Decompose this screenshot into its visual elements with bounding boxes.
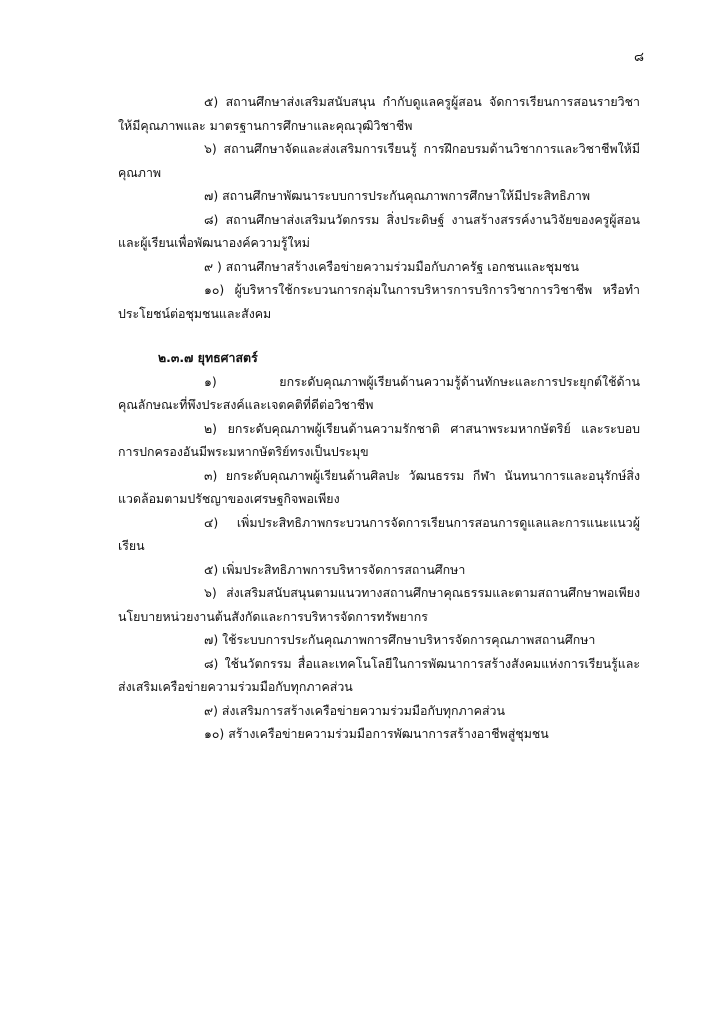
document-body [118, 90, 640, 746]
list-item: ๘) ใช้นวัตกรรม สื่อและเทคโนโลยีในการพัฒนาการสร้างสังคมแห่งการเรียนรู้และส่งเสริมเครือข่ายความร่วมมือกับทุกภาคส่วน [118, 655, 640, 694]
list-item: ๖) สถานศึกษาจัดและส่งเสริมการเรียนรู้ การฝึกอบรมด้านวิชาการและวิชาชีพให้มีคุณภาพ [118, 141, 640, 180]
list-item: ๘) สถานศึกษาส่งเสริมนวัตกรรม สิ่งประดิษฐ์ งานสร้างสรรค์งานวิจัยของครูผู้สอนและผู้เรียนเพื่อพัฒนาองค์ความรู้ใหม่ [118, 211, 640, 250]
page-number: ๘ [633, 50, 644, 65]
list-item: ๙ ) สถานศึกษาสร้างเครือข่ายความร่วมมือกับภาครัฐ เอกชนและชุมชน [204, 258, 580, 274]
list-item: ๓) ยกระดับคุณภาพผู้เรียนด้านศิลปะ วัฒนธรรม กีฬา นันทนาการและอนุรักษ์สิ่งแวดล้อมตามปรัชญาของเศรษฐกิจพอเพียง [118, 467, 640, 506]
section-heading: ๒.๓.๗ ยุทธศาสตร์ [158, 350, 258, 365]
list-item: ๗) สถานศึกษาพัฒนาระบบการประกันคุณภาพการศึกษาให้มีประสิทธิภาพ [204, 188, 590, 203]
list-item: ๒) ยกระดับคุณภาพผู้เรียนด้านความรักชาติ ศาสนาพระมหากษัตริย์ และระบอบการปกครองอันมีพระมหากษัตริย์ทรงเป็นประมุข [118, 420, 640, 459]
list-item: ๙) ส่งเสริมการสร้างเครือข่ายความร่วมมือกับทุกภาคส่วน [204, 702, 505, 718]
list-item: ๖) ส่งเสริมสนับสนุนตามแนวทางสถานศึกษาคุณธรรมและตามสถานศึกษาพอเพียงนโยบายหน่วยงานต้นสังกัดและการบริหารจัดการทรัพยากร [118, 585, 640, 624]
section-strategy-list [118, 370, 640, 746]
list-item: ๗) ใช้ระบบการประกันคุณภาพการศึกษาบริหารจัดการคุณภาพสถานศึกษา [204, 632, 596, 647]
list-item: ๑๐) ผู้บริหารใช้กระบวนการกลุ่มในการบริหารการบริการวิชาการวิชาชีพ หรือทำประโยชน์ต่อชุมชนและสังคม [118, 282, 640, 321]
list-item: ๔) เพิ่มประสิทธิภาพกระบวนการจัดการเรียนการสอนการดูแลและการแนะแนวผู้เรียน [118, 514, 640, 553]
list-item: ๑๐) สร้างเครือข่ายความร่วมมือการพัฒนาการสร้างอาชีพสู่ชุมชน [204, 726, 549, 741]
list-item: ๑) ยกระดับคุณภาพผู้เรียนด้านความรู้ด้านทักษะและการประยุกต์ใช้ด้านคุณลักษณะที่พึงประสงค์และเจตคติที่ดีต่อวิชาชีพ [118, 373, 640, 412]
section-goals-list [118, 90, 640, 325]
list-item: ๕) เพิ่มประสิทธิภาพการบริหารจัดการสถานศึกษา [204, 561, 466, 577]
list-item: ๕) สถานศึกษาส่งเสริมสนับสนุน กำกับดูแลครูผู้สอน จัดการเรียนการสอนรายวิชาให้มีคุณภาพและ มาตรฐานการศึกษาและคุณวุฒิวิชาชีพ [118, 94, 640, 133]
